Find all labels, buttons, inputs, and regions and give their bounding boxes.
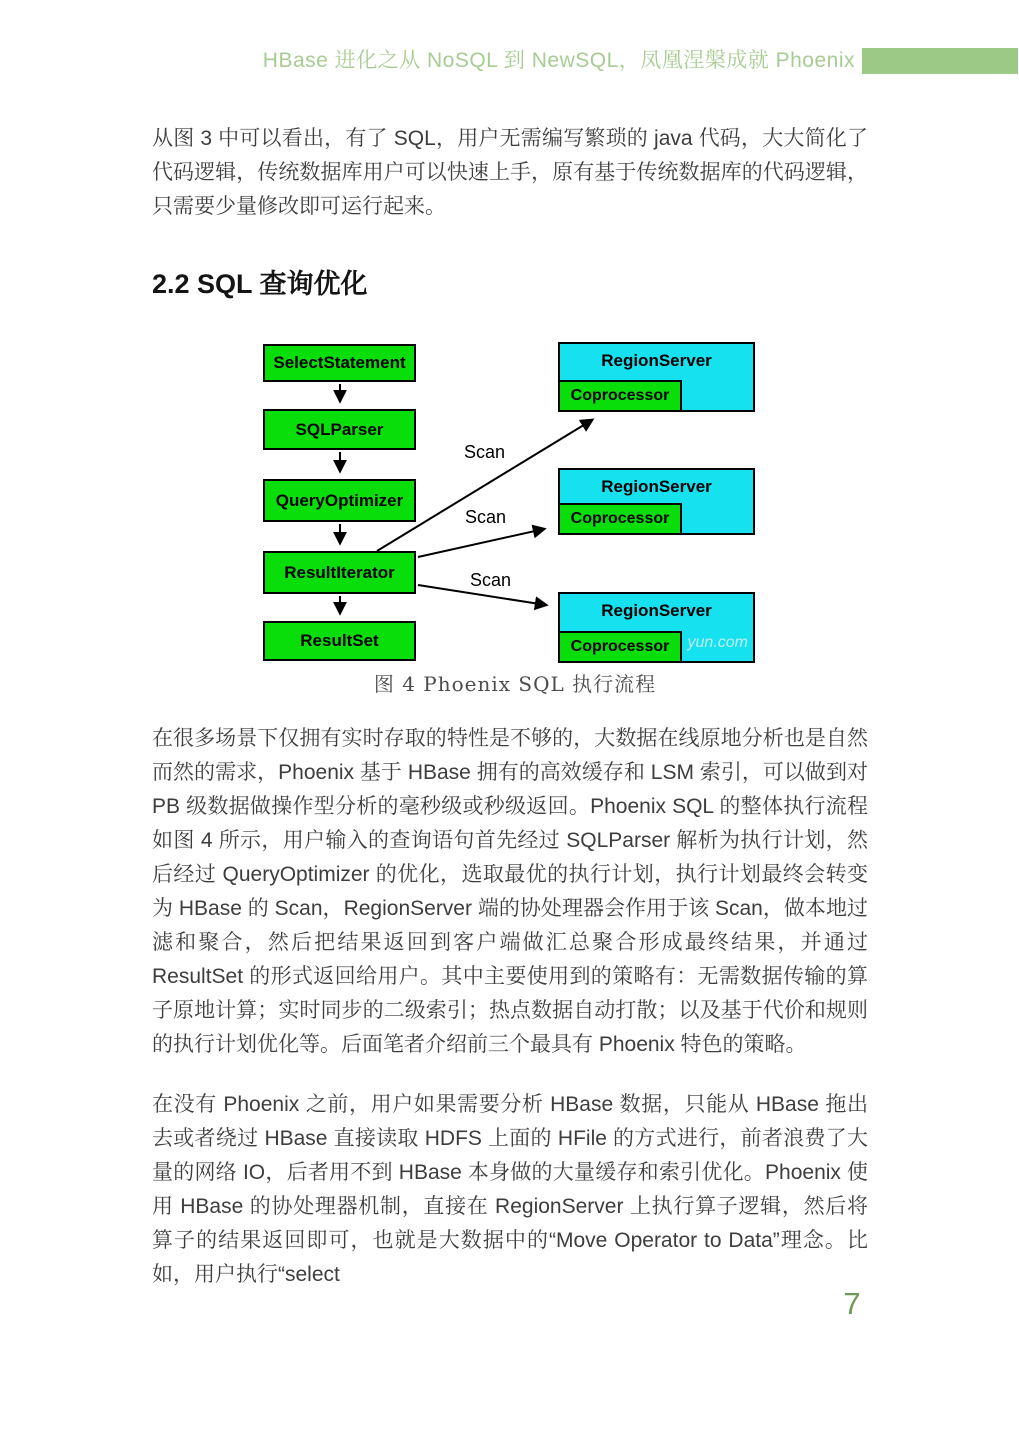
node-result-iterator: ResultIterator bbox=[263, 551, 416, 594]
scan-label-1: Scan bbox=[464, 442, 506, 462]
region-server-label: RegionServer bbox=[601, 477, 712, 496]
node-query-optimizer: QueryOptimizer bbox=[263, 479, 416, 522]
paragraph-sql-execution: 在很多场景下仅拥有实时存取的特性是不够的，大数据在线原地分析也是自然而然的需求，Phoenix 基于 HBase 拥有的高效缓存和 LSM 索引，可以做到对 PB 级数据做操作型分析的毫秒级或秒级返回。Phoenix SQL 的整体执行流程如图 4 所示，用户输入的查询语句首先经过 SQLParser 解析为执行计划，然后经过 QueryOptimizer 的优化，选取最优的执行计划，执行计划最终会转变为 HBase 的 Scan，RegionServer 端的协处理器会作用于该 Scan，做本地过滤和聚合，然后把结果返回到客户端做汇总聚合形成最终结果，并通过 ResultSet 的形式返回给用户。其中主要使用到的策略有：无需数据传输的算子原地计算；实时同步的二级索引；热点数据自动打散；以及基于代价和规则的执行计划优化等。后面笔者介绍前三个最具有 Phoenix 特色的策略。 bbox=[152, 727, 868, 1056]
paragraph-intro: 从图 3 中可以看出，有了 SQL，用户无需编写繁琐的 java 代码，大大简化了代码逻辑，传统数据库用户可以快速上手，原有基于传统数据库的代码逻辑，只需要少量修改即可运行起来。 bbox=[152, 127, 868, 218]
arrow-scan-2 bbox=[418, 529, 544, 557]
region-server-box-3 bbox=[558, 592, 755, 663]
paragraph-coprocessor: 在没有 Phoenix 之前，用户如果需要分析 HBase 数据，只能从 HBase 拖出去或者绕过 HBase 直接读取 HDFS 上面的 HFile 的方式进行，前者浪费了大量的网络 IO，后者用不到 HBase 本身做的大量缓存和索引优化。Phoenix 使用 HBase 的协处理器机制，直接在 RegionServer 上执行算子逻辑，然后将算子的结果返回即可，也就是大数据中的“Move Operator to Data”理念。比如，用户执行“select bbox=[152, 1093, 868, 1286]
header-title: HBase 进化之从 NoSQL 到 NewSQL，凤凰涅槃成就 Phoenix bbox=[262, 49, 855, 72]
scan-label-2: Scan bbox=[465, 507, 507, 527]
watermark-text: yun.com bbox=[687, 634, 748, 651]
figure-caption: 图 4 Phoenix SQL 执行流程 bbox=[373, 672, 657, 696]
header-accent-bar bbox=[862, 48, 1018, 74]
node-result-set: ResultSet bbox=[263, 621, 416, 661]
region-server-label: RegionServer bbox=[601, 601, 712, 620]
coprocessor-box-2: Coprocessor bbox=[558, 503, 682, 535]
region-server-box-1 bbox=[558, 342, 755, 412]
section-heading: 2.2 SQL 查询优化 bbox=[152, 269, 368, 299]
region-server-label: RegionServer bbox=[601, 351, 712, 370]
region-server-box-2 bbox=[558, 468, 755, 535]
scan-label-3: Scan bbox=[470, 570, 512, 590]
page-number: 7 bbox=[843, 1286, 861, 1321]
node-sql-parser: SQLParser bbox=[263, 409, 416, 450]
node-select-statement: SelectStatement bbox=[263, 344, 416, 382]
coprocessor-box-3: Coprocessor bbox=[558, 631, 682, 663]
coprocessor-box-1: Coprocessor bbox=[558, 380, 682, 412]
figure-flow-diagram bbox=[250, 330, 770, 670]
